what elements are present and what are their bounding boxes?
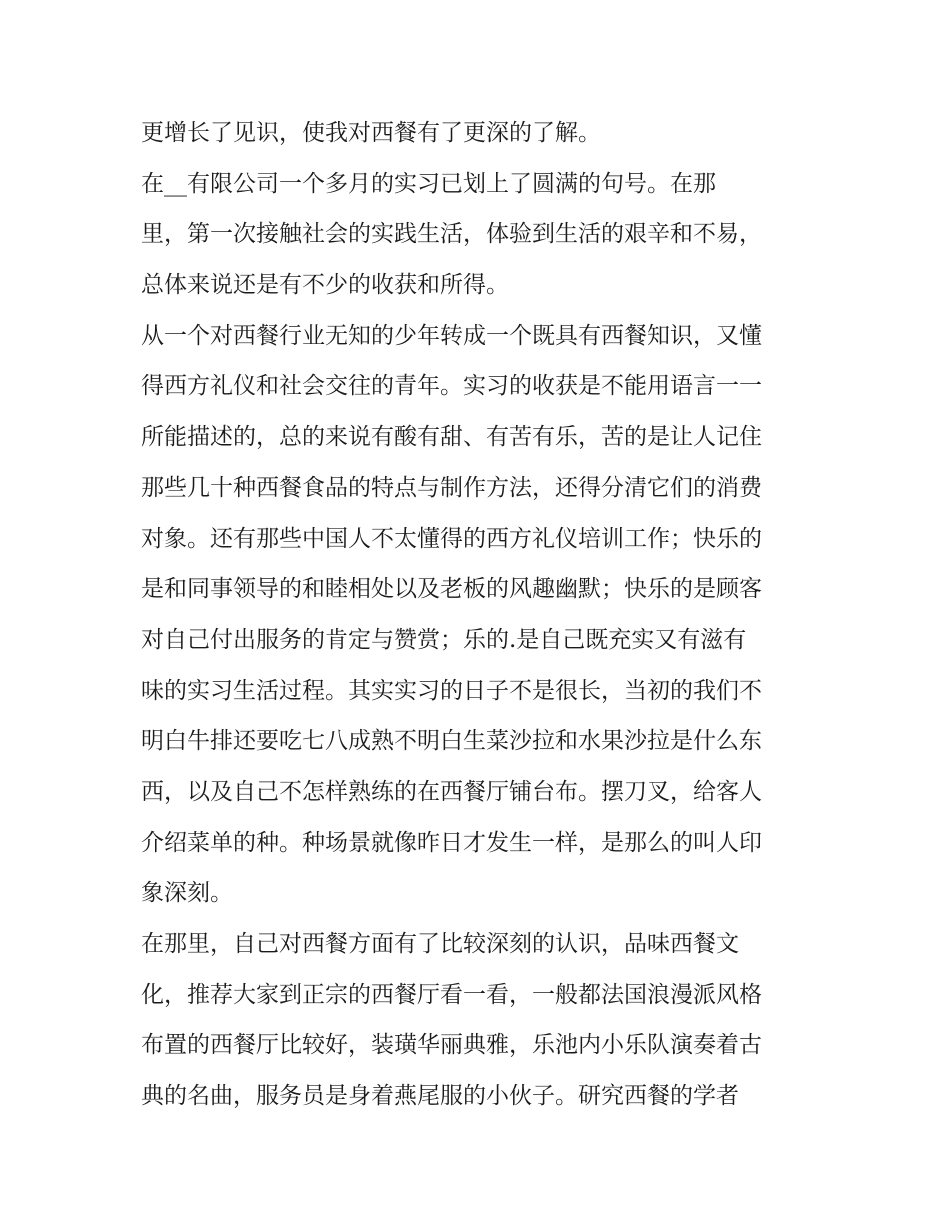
body-text xyxy=(141,108,813,1122)
text-line: 布置的西餐厅比较好，装璜华丽典雅，乐池内小乐队演奏着古 xyxy=(141,1032,762,1059)
text-line: 明白牛排还要吃七八成熟不明白生菜沙拉和水果沙拉是什么东 xyxy=(141,728,762,755)
text-line: 所能描述的，总的来说有酸有甜、有苦有乐，苦的是让人记住 xyxy=(141,424,762,451)
text-line: 更增长了见识，使我对西餐有了更深的了解。 xyxy=(141,120,601,146)
text-line: 典的名曲，服务员是身着燕尾服的小伙子。研究西餐的学者 xyxy=(141,1083,739,1110)
text-line: 在__有限公司一个多月的实习已划上了圆满的句号。在那 xyxy=(141,170,716,197)
text-line: 从一个对西餐行业无知的少年转成一个既具有西餐知识，又懂 xyxy=(141,322,762,349)
text-line: 是和同事领导的和睦相处以及老板的风趣幽默；快乐的是顾客 xyxy=(141,576,762,603)
text-line: 在那里，自己对西餐方面有了比较深刻的认识，品味西餐文 xyxy=(141,931,739,957)
text-line: 象深刻。 xyxy=(141,880,233,907)
text-line: 介绍菜单的种。种场景就像昨日才发生一样，是那么的叫人印 xyxy=(141,829,762,856)
text-line: 总体来说还是有不少的收获和所得。 xyxy=(141,272,509,299)
text-line: 对象。还有那些中国人不太懂得的西方礼仪培训工作；快乐的 xyxy=(141,525,762,552)
text-line: 那些几十种西餐食品的特点与制作方法，还得分清它们的消费 xyxy=(141,474,762,501)
text-line: 里，第一次接触社会的实践生活，体验到生活的艰辛和不易， xyxy=(141,221,762,248)
text-line: 味的实习生活过程。其实实习的日子不是很长，当初的我们不 xyxy=(141,677,762,704)
text-line: 对自己付出服务的肯定与赞赏；乐的.是自己既充实又有滋有 xyxy=(141,626,747,653)
text-line: 西，以及自己不怎样熟练的在西餐厅铺台布。摆刀叉，给客人 xyxy=(141,778,762,805)
text-line: 得西方礼仪和社会交往的青年。实习的收获是不能用语言一一 xyxy=(141,373,762,400)
text-line: 化，推荐大家到正宗的西餐厅看一看，一般都法国浪漫派风格 xyxy=(141,981,762,1008)
